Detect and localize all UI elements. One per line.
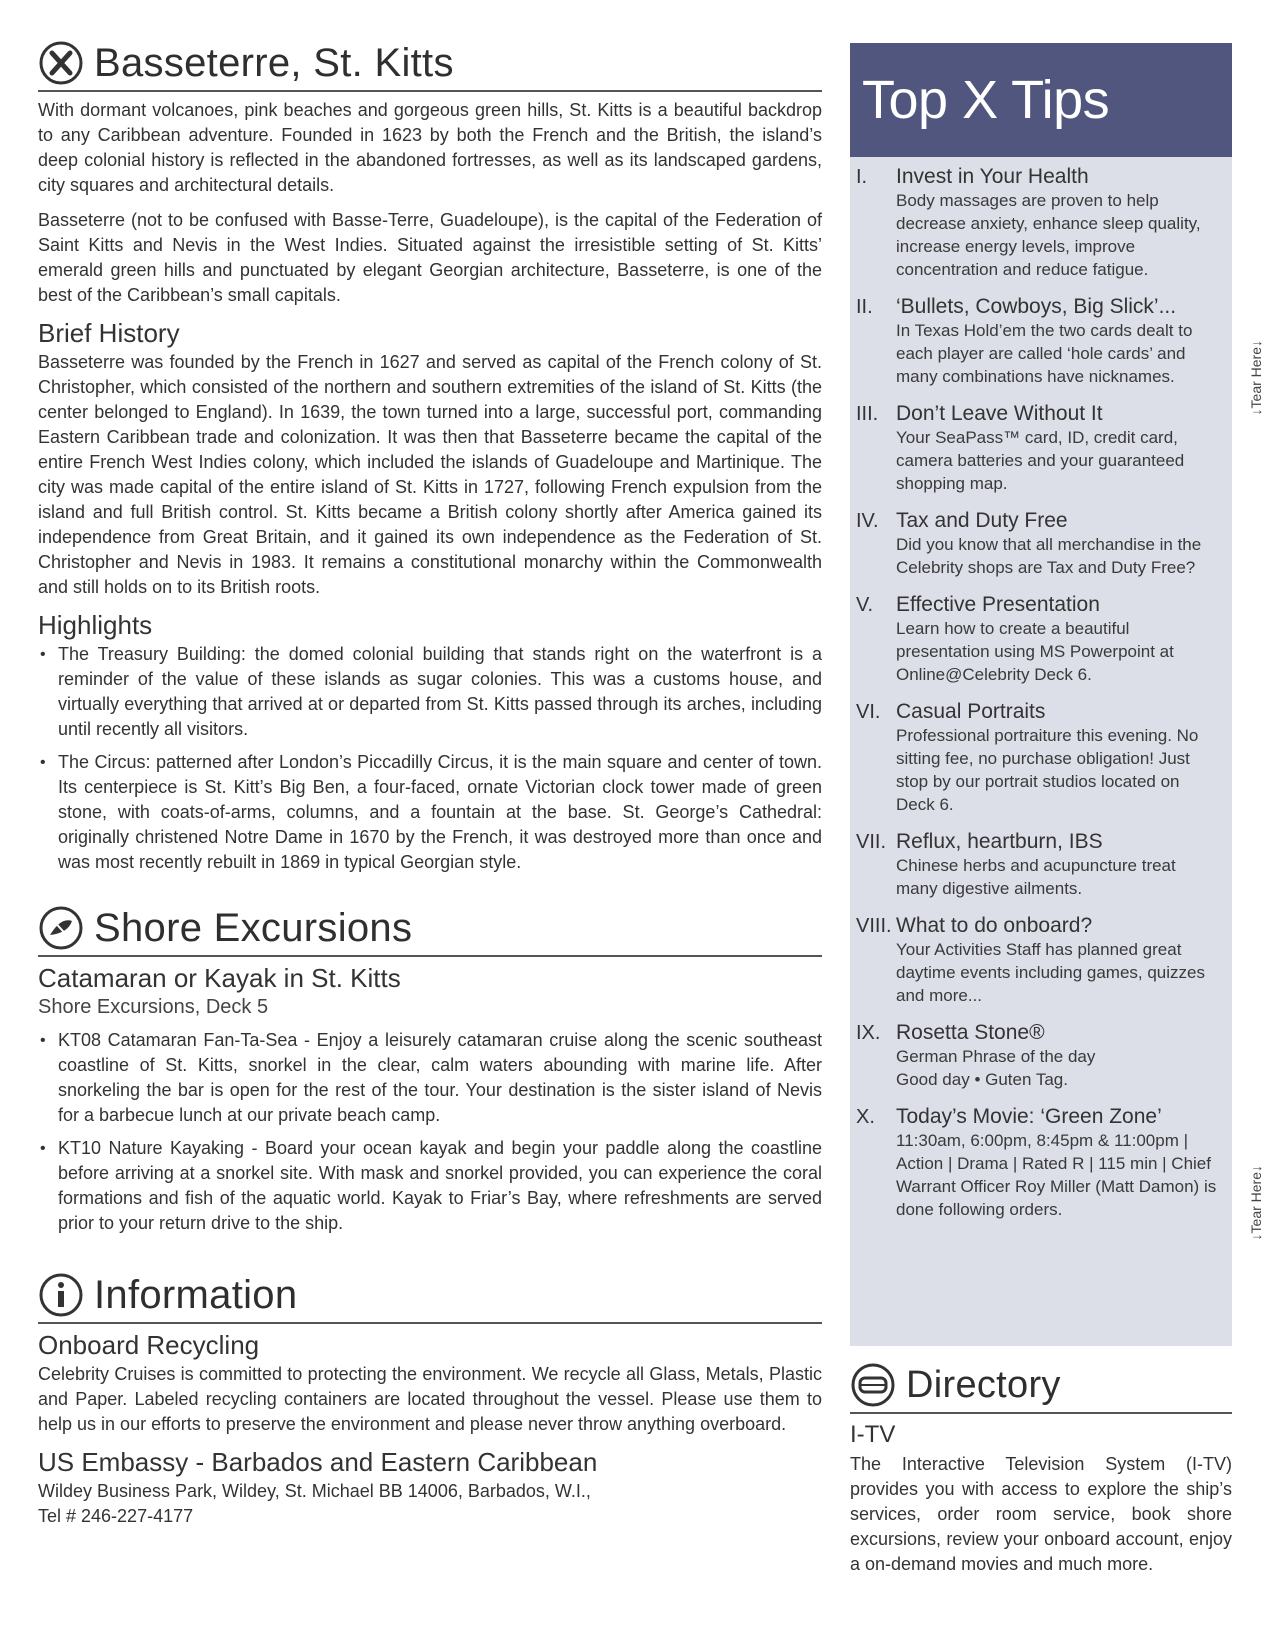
tear-here-label: ↓Tear Here↓ bbox=[1248, 1165, 1264, 1241]
tip-title: Casual Portraits bbox=[896, 700, 1046, 723]
tip-description: In Texas Hold’em the two cards dealt to each player are called ‘hole cards’ and many combinations have nicknames. bbox=[896, 321, 1193, 386]
tips-title: Top X Tips bbox=[862, 70, 1110, 130]
tip-body bbox=[896, 1021, 1222, 1091]
embassy-tel: Tel # 246-227-4177 bbox=[38, 1506, 194, 1526]
tips-box bbox=[850, 43, 1232, 1346]
tip-description: Professional portraiture this evening. No sitting fee, no purchase obligation! Just stop by our portrait studios located on Deck 6. bbox=[896, 726, 1199, 814]
tip-number: I. bbox=[856, 166, 868, 188]
tip-item bbox=[856, 830, 1222, 900]
section-title-basseterre: Basseterre, St. Kitts bbox=[94, 41, 454, 85]
highlight-item: • The Circus: patterned after London’s Piccadilly Circus, it is the main square and center of town. Its centerpiece is St. Kitt’s Big Ben, a four-faced, ornate Victorian clock tower made of green stone, with coats-of-arms, columns, and a fountain at the base. St. George’s Cathedral: originally christened Notre Dame in 1670 by the French, it was destroyed more than once and was most recently rebuilt in 1869 in typical Georgian style. bbox=[40, 752, 822, 872]
tip-number: VI. bbox=[856, 701, 881, 723]
tv-remote-icon bbox=[850, 1362, 896, 1408]
tip-number: III. bbox=[856, 403, 879, 425]
tip-title: Tax and Duty Free bbox=[896, 509, 1068, 532]
tip-title: Reflux, heartburn, IBS bbox=[896, 830, 1103, 853]
highlight-text: The Circus: patterned after London’s Piccadilly Circus, it is the main square and center of town. Its centerpiece is St. Kitt’s Big Ben, a four-faced, ornate Victorian clock tower made of green stone, with coats-of-arms, columns, and a fountain at the base. St. George’s Cathedral: originally christened Notre Dame in 1670 by the French, it was destroyed more than once and was most recently rebuilt in 1869 in typical Georgian style. bbox=[58, 752, 822, 872]
section-title-information: Information bbox=[94, 1273, 298, 1317]
tip-body bbox=[896, 509, 1222, 579]
tip-body bbox=[896, 700, 1222, 816]
brief-history-heading: Brief History bbox=[38, 318, 180, 348]
tip-body bbox=[896, 402, 1222, 495]
left-column bbox=[38, 40, 822, 1539]
directory-text: The Interactive Television System (I-TV) provides you with access to explore the ship’s services, order room service, book shore excursions, review your onboard account, enjoy a on-demand movies and much more. bbox=[850, 1454, 1232, 1574]
highlight-item: • The Treasury Building: the domed colonial building that stands right on the waterfront is a reminder of the value of these islands as sugar colonies. This was a customs house, and virtually everything that arrived at or departed from St. Kitts passed through its arches, including until recently all visitors. bbox=[40, 644, 822, 739]
tips-header bbox=[850, 43, 1232, 157]
basseterre-intro: With dormant volcanoes, pink beaches and gorgeous green hills, St. Kitts is a beautiful backdrop to any Caribbean adventure. Founded in 1623 by both the French and the British, the island’s deep colonial history is reflected in the abandoned fortresses, as well as its landscaped gardens, city squares and architectural details. bbox=[38, 100, 822, 195]
tip-body bbox=[896, 1105, 1222, 1221]
tip-title: Today’s Movie: ‘Green Zone’ bbox=[896, 1105, 1162, 1128]
tip-title: ‘Bullets, Cowboys, Big Slick’... bbox=[896, 295, 1177, 318]
tip-number: V. bbox=[856, 594, 874, 616]
tip-title: Invest in Your Health bbox=[896, 165, 1089, 188]
tip-number: IV. bbox=[856, 510, 879, 532]
tip-number: II. bbox=[856, 296, 873, 318]
tip-description: Chinese herbs and acupuncture treat many digestive ailments. bbox=[896, 856, 1176, 898]
tip-title: Rosetta Stone® bbox=[896, 1021, 1045, 1044]
tip-item bbox=[856, 914, 1222, 1007]
section-title-shore-excursions: Shore Excursions bbox=[94, 906, 413, 950]
directory-header bbox=[850, 1362, 1232, 1414]
tip-body bbox=[896, 295, 1222, 388]
tip-title: Effective Presentation bbox=[896, 593, 1100, 616]
excursion-item: • KT08 Catamaran Fan-Ta-Sea - Enjoy a leisurely catamaran cruise along the scenic southeast coastline of St. Kitts, snorkel in the clear, calm waters abounding with marine life. After snorkeling the bar is open for the rest of the tour. Your destination is the sister island of Nevis for a barbecue lunch at our private beach camp. bbox=[40, 1030, 822, 1125]
recycling-text: Celebrity Cruises is committed to protecting the environment. We recycle all Glass, Metals, Plastic and Paper. Labeled recycling containers are located throughout the vessel. Please use them to help us in our efforts to preserve the environment and please never throw anything overboard. bbox=[38, 1364, 822, 1434]
tip-description: Your Activities Staff has planned great daytime events including games, quizzes and more... bbox=[896, 940, 1205, 1005]
tip-number: VIII. bbox=[856, 915, 892, 937]
x-circle-icon bbox=[38, 40, 84, 86]
tip-number: IX. bbox=[856, 1022, 881, 1044]
highlights-heading: Highlights bbox=[38, 610, 153, 640]
embassy-address: Wildey Business Park, Wildey, St. Michael BB 14006, Barbados, W.I., bbox=[38, 1481, 591, 1501]
tip-item bbox=[856, 402, 1222, 495]
basseterre-header bbox=[38, 40, 822, 92]
excursion-text: KT10 Nature Kayaking - Board your ocean kayak and begin your paddle along the coastline before arriving at a snorkel site. With mask and snorkel provided, you can experience the coral formations and fish of the aquatic world. Kayak to Friar’s Bay, where refreshments are served prior to your return drive to the ship. bbox=[58, 1138, 822, 1233]
tip-description: Body massages are proven to help decrease anxiety, enhance sleep quality, increase energy levels, improve concentration and reduce fatigue. bbox=[896, 191, 1201, 279]
excursion-text: KT08 Catamaran Fan-Ta-Sea - Enjoy a leisurely catamaran cruise along the scenic southeast coastline of St. Kitts, snorkel in the clear, calm waters abounding with marine life. After snorkeling the bar is open for the rest of the tour. Your destination is the sister island of Nevis for a barbecue lunch at our private beach camp. bbox=[58, 1030, 822, 1125]
directory-subtitle: I-TV bbox=[850, 1421, 896, 1448]
recycling-heading: Onboard Recycling bbox=[38, 1330, 260, 1360]
excursions-list bbox=[38, 1028, 822, 1236]
tip-description: Your SeaPass™ card, ID, credit card, camera batteries and your guaranteed shopping map. bbox=[896, 428, 1185, 493]
excursion-item: • KT10 Nature Kayaking - Board your ocean kayak and begin your paddle along the coastline before arriving at a snorkel site. With mask and snorkel provided, you can experience the coral formations and fish of the aquatic world. Kayak to Friar’s Bay, where refreshments are served prior to your return drive to the ship. bbox=[40, 1138, 822, 1233]
tip-description: German Phrase of the day Good day • Guten Tag. bbox=[896, 1047, 1096, 1089]
tip-item bbox=[856, 509, 1222, 579]
tip-description: 11:30am, 6:00pm, 8:45pm & 11:00pm | Action | Drama | Rated R | 115 min | Chief Warrant Officer Roy Miller (Matt Damon) is done following orders. bbox=[896, 1131, 1217, 1219]
directory-section bbox=[850, 1362, 1232, 1587]
tip-body bbox=[896, 830, 1222, 900]
tip-number: VII. bbox=[856, 831, 887, 853]
tip-body bbox=[896, 165, 1222, 281]
tip-item bbox=[856, 295, 1222, 388]
brief-history-text: Basseterre was founded by the French in 1627 and served as capital of the French colony of St. Christopher, which consisted of the northern and southern extremities of the island of St. Kitts (the center belonged to England). In 1639, the town turned into a large, successful port, commanding Eastern Caribbean trade and colonization. It was then that Basseterre became the capital of the entire French West Indies colony, which included the islands of Guadeloupe and Martinique. The city was made capital of the entire island of St. Kitts in 1727, following French expulsion from the island and full British control. St. Kitts became a British colony shortly after America gained its independence from Great Britain, and it gained its own independence as the Federation of St. Christopher and Nevis in 1983. It remains a constitutional monarchy within the Commonwealth and still holds on to its British roots. bbox=[38, 352, 822, 597]
tip-body bbox=[896, 593, 1222, 686]
information-header bbox=[38, 1272, 822, 1324]
tip-item bbox=[856, 1105, 1222, 1221]
tip-item bbox=[856, 700, 1222, 816]
shore-excursions-header bbox=[38, 905, 822, 957]
tip-item bbox=[856, 165, 1222, 281]
tips-list bbox=[850, 157, 1232, 1221]
tip-title: What to do onboard? bbox=[896, 914, 1093, 937]
basseterre-capital: Basseterre (not to be confused with Basse-Terre, Guadeloupe), is the capital of the Federation of Saint Kitts and Nevis in the West Indies. Situated against the irresistible setting of St. Kitts’ emerald green hills and punctuated by elegant Georgian architecture, Basseterre, is one of the best of the Caribbean’s small capitals. bbox=[38, 210, 822, 305]
shore-location: Shore Excursions, Deck 5 bbox=[38, 996, 269, 1018]
shore-subtitle: Catamaran or Kayak in St. Kitts bbox=[38, 963, 401, 993]
tip-number: X. bbox=[856, 1106, 875, 1128]
highlight-text: The Treasury Building: the domed colonial building that stands right on the waterfront is a reminder of the value of these islands as sugar colonies. This was a customs house, and virtually everything that arrived at or departed from St. Kitts passed through its arches, including until recently all visitors. bbox=[58, 644, 822, 739]
tip-item bbox=[856, 1021, 1222, 1091]
highlights-list bbox=[38, 642, 822, 875]
tip-title: Don’t Leave Without It bbox=[896, 402, 1103, 425]
kayak-paddle-icon bbox=[38, 905, 84, 951]
section-title-directory: Directory bbox=[906, 1364, 1061, 1406]
top-tips-panel bbox=[850, 43, 1232, 1346]
tip-description: Did you know that all merchandise in the Celebrity shops are Tax and Duty Free? bbox=[896, 535, 1202, 577]
tip-body bbox=[896, 914, 1222, 1007]
info-circle-icon bbox=[38, 1272, 84, 1318]
tear-here-label: ↓Tear Here↓ bbox=[1248, 340, 1264, 416]
tip-item bbox=[856, 593, 1222, 686]
embassy-heading: US Embassy - Barbados and Eastern Caribbean bbox=[38, 1447, 598, 1477]
tip-description: Learn how to create a beautiful presentation using MS Powerpoint at Online@Celebrity Deck 6. bbox=[896, 619, 1174, 684]
